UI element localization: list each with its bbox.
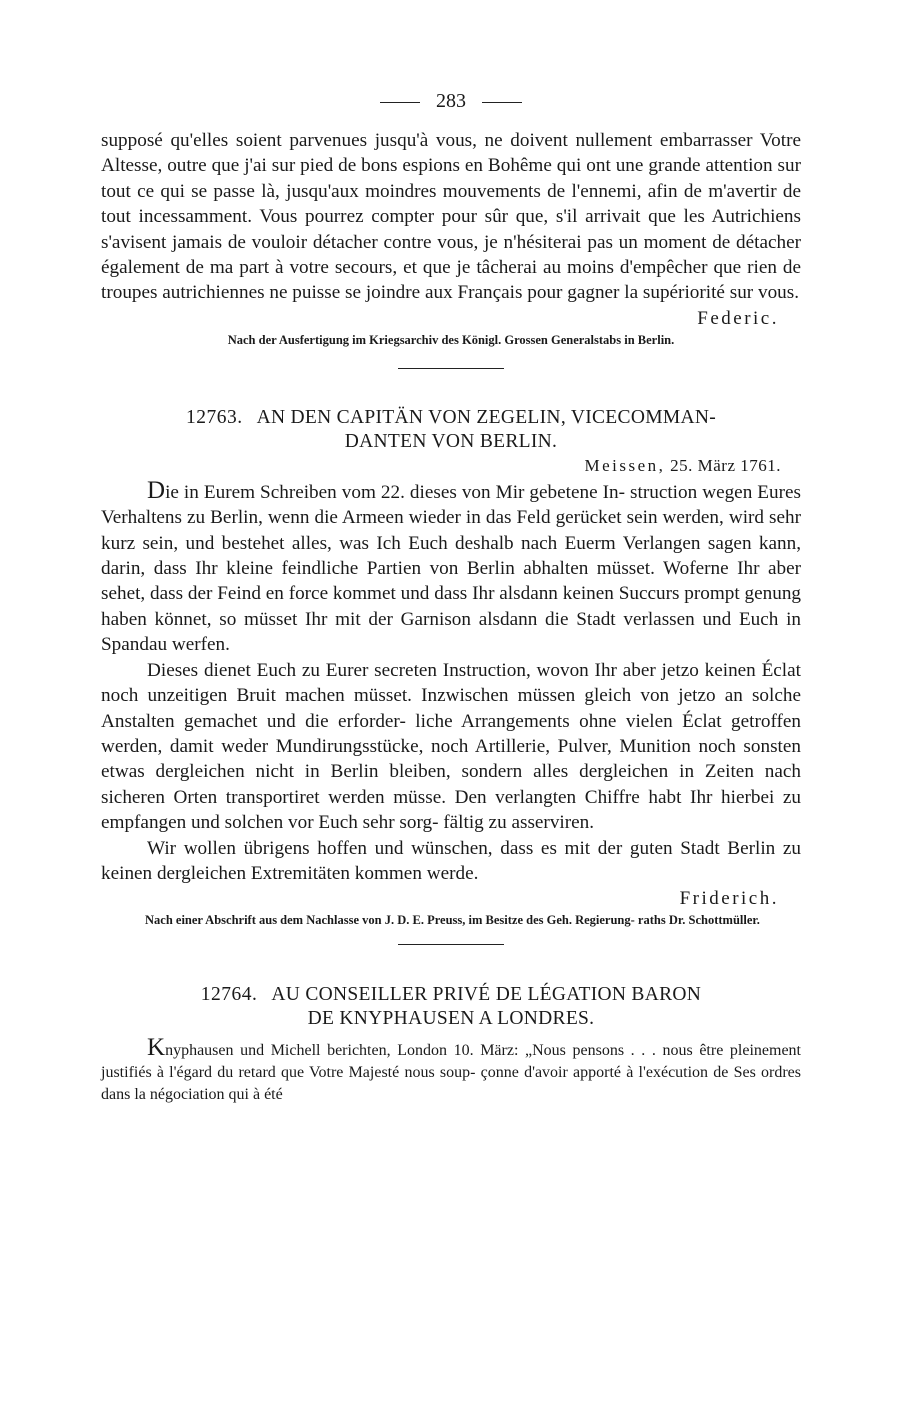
section-divider: [398, 944, 504, 945]
text-line: incessamment. Vous pourrez compter pour sûr que, s'il arrivait que les: [138, 206, 705, 228]
place-date: [101, 454, 801, 478]
header-dash-right: [482, 102, 522, 103]
heading-line-2: DANTEN VON BERLIN.: [344, 430, 558, 452]
text-line: fältig zu asserviren.: [443, 812, 595, 834]
header-dash-left: [380, 102, 420, 103]
source-line: raths Dr. Schottmüller.: [637, 913, 760, 928]
letter-number: 12764.: [200, 984, 258, 1006]
paragraph-1: [101, 478, 801, 658]
text-line: jetzo keinen Éclat noch unzeitigen Bruit machen müsset. Inzwischen: [101, 659, 801, 707]
paragraph-3: [101, 836, 801, 887]
signature-federic: Federic.: [697, 307, 779, 329]
paragraph-2: [101, 658, 801, 836]
letter-body-12763: [101, 478, 801, 887]
text-line: çonne d'avoir apporté à l'exécution de Ses ordres dans la négociation qui à été: [101, 1064, 802, 1104]
text-line: liche Arrangements ohne vielen Éclat getroffen werden, damit weder: [101, 710, 802, 757]
text-line: müssen gleich von jetzo an solche Anstalten gemachet und die erforder-: [101, 685, 801, 732]
letter-heading-12763: [101, 406, 801, 454]
text-line: ne puisse se joindre aux Français pour gagner la supériorité sur vous.: [269, 282, 800, 304]
text-line: in das Feld gerücket sein werden, wird sehr kurz sein, und bestehet: [101, 507, 801, 554]
source-note: [101, 913, 801, 928]
text-line: nyphausen und Michell berichten, London 10. März: „Nous pensons . . .: [165, 1042, 656, 1060]
text-line: nous être pleinement justifiés à l'égard du retard que Votre Majesté nous soup-: [101, 1042, 801, 1082]
text-line: dass Ihr kleine feindliche Partien von Berlin abhalten müsset. Woferne: [153, 558, 729, 580]
text-line: Dieses dienet Euch zu Eurer secreten Instruction, wovon Ihr aber: [147, 659, 656, 681]
signature-friderich: Friderich.: [679, 888, 779, 910]
initial-letter: D: [147, 476, 166, 504]
text-line: que je tâcherai au moins d'empêcher que rien de troupes autrichiennes: [101, 257, 801, 304]
text-line: nach sicheren Orten transportiret werden müsse. Den verlangten: [101, 761, 802, 808]
place: Meissen,: [584, 455, 666, 475]
date: 25. März 1761.: [670, 455, 781, 475]
page-header: [101, 88, 801, 128]
text-line: dergleichen nicht in Berlin bleiben, sondern alles dergleichen in Zeiten: [155, 761, 754, 783]
page-number: 283: [436, 90, 466, 112]
paragraph-1: [101, 1034, 802, 1106]
text-line: supposé qu'elles soient parvenues jusqu'à vous, ne doivent nullement: [101, 130, 653, 151]
text-line: Chiffre habt Ihr hierbei zu empfangen und solchen vor Euch sehr sorg-: [101, 786, 802, 834]
text-line: Mundirungsstücke, noch Artillerie, Pulver, Munition noch sonsten etwas: [101, 735, 801, 783]
text-line: embarrasser Votre Altesse, outre que j'ai sur pied de bons espions en: [101, 130, 801, 177]
text-line: Autrichiens s'avisent jamais de vouloir détacher contre vous, je n'hésiterai: [101, 206, 801, 253]
text-line: keinen Succurs prompt genung haben könnet, so müsset Ihr mit der: [101, 583, 802, 630]
text-line: ie in Eurem Schreiben vom 22. dieses von Mir gebetene In-: [165, 481, 626, 503]
text-line: Garnison alsdann die Stadt verlassen und Euch in Spandau werfen.: [101, 608, 802, 656]
text-line: Bohême qui ont une grande attention sur tout ce qui se passe là,: [101, 155, 802, 202]
text-line: Ihr aber sehet, dass der Feind en force kommet und dass Ihr alsdann: [101, 558, 802, 605]
continued-letter-text: [101, 128, 801, 306]
source-line: Nach einer Abschrift aus dem Nachlasse von J. D. E. Preuss, im Besitze des Geh. Regierung-: [145, 913, 635, 928]
text-line: alles, was Ich Euch deshalb nach Euerm Verlangen sagen kann, darin,: [101, 532, 801, 580]
letter-heading-12764: [101, 983, 801, 1031]
text-line: struction wegen Eures Verhaltens zu Berlin, wenn die Armeen wieder: [101, 481, 801, 529]
text-line: Wir wollen übrigens hoffen und wünschen, dass es mit der guten: [147, 837, 673, 859]
text-line: jusqu'aux moindres mouvements de l'ennemi, afin de m'avertir de tout: [101, 180, 802, 228]
heading-line-1: AU CONSEILLER PRIVÉ DE LÉGATION BARON: [271, 984, 702, 1006]
letter-body-12764: [101, 1034, 802, 1106]
document-page: [101, 88, 801, 1106]
text-line: pas un moment de détacher également de ma part à votre secours, et: [101, 231, 802, 279]
source-note: Nach der Ausfertigung im Kriegsarchiv des Königl. Grossen Generalstabs in Berlin.: [227, 332, 675, 347]
text-line: Stadt Berlin zu keinen dergleichen Extremitäten kommen werde.: [101, 837, 801, 884]
section-divider: [398, 368, 504, 369]
initial-letter: K: [147, 1034, 166, 1062]
heading-line-2: DE KNYPHAUSEN A LONDRES.: [307, 1008, 595, 1030]
heading-line-1: AN DEN CAPITÄN VON ZEGELIN, VICECOMMAN-: [256, 406, 717, 428]
letter-number: 12763.: [185, 406, 243, 428]
